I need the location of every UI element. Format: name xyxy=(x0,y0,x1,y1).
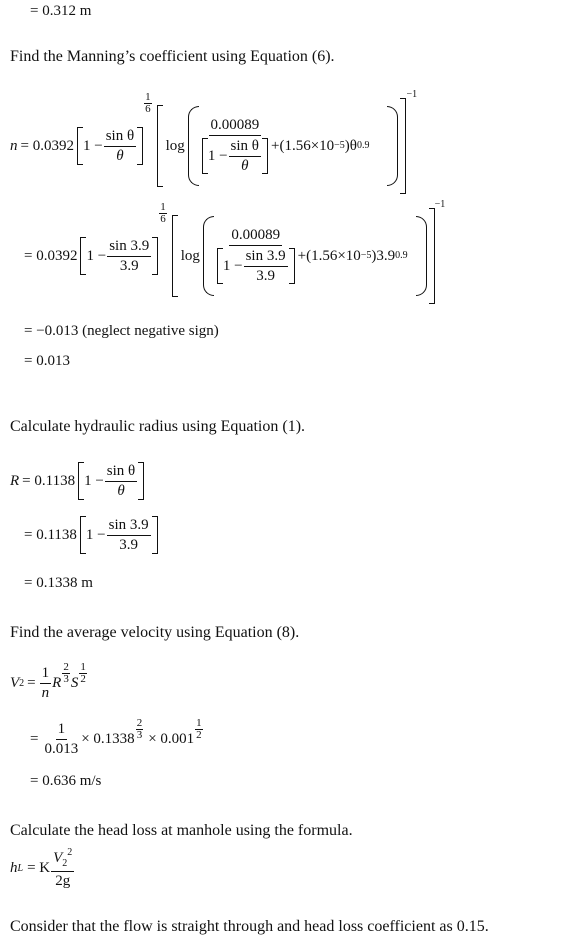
r2-frac-num: sin 3.9 xyxy=(107,518,151,536)
log-label: log xyxy=(165,137,185,154)
vel2-frac-num: 1 xyxy=(56,722,68,740)
vel-sub: 2 xyxy=(19,677,25,689)
inner2-bracket-right xyxy=(289,248,295,284)
radius-substituted xyxy=(24,516,158,554)
r2-one-minus: 1 − xyxy=(85,526,106,543)
step-radius-text: Calculate hydraulic radius using Equation (1). xyxy=(10,418,306,435)
vel-exp23-num: 2 xyxy=(63,661,69,673)
paren-left xyxy=(188,106,199,186)
vel2-exp-12 xyxy=(195,718,203,741)
result-negative: = −0.013 (neglect negative sign) xyxy=(24,323,219,339)
step-manning-text: Find the Manning’s coefficient using Equation (6). xyxy=(10,48,335,65)
exp2-neg5: −5 xyxy=(360,250,372,261)
vel-exp-23 xyxy=(62,662,70,685)
r2-frac-den: 3.9 xyxy=(119,536,138,553)
frac-den: θ xyxy=(116,147,124,164)
hl-v-sub: 2 xyxy=(62,858,68,869)
log2-label: log xyxy=(180,247,200,264)
r2-frac xyxy=(107,518,151,553)
hl-sub: L xyxy=(17,862,24,874)
r-frac-den: θ xyxy=(117,482,125,499)
exp-den: 6 xyxy=(145,103,151,115)
inner2-frac xyxy=(244,249,288,284)
radius-result: = 0.1338 m xyxy=(24,575,93,591)
inner-frac xyxy=(229,139,261,174)
paren2-left xyxy=(203,216,214,296)
vel-times1: × 0.1338 xyxy=(81,731,135,747)
exp2-num: 1 xyxy=(160,201,166,213)
velocity-substituted xyxy=(30,717,204,757)
inner2-bracket xyxy=(215,246,297,284)
one-minus-2: 1 − xyxy=(86,247,107,264)
inner2-den: 3.9 xyxy=(256,267,275,284)
plus2-term: +(1.56×10 xyxy=(297,247,361,264)
hl-eq: = K xyxy=(27,860,51,876)
velocity-result: = 0.636 m/s xyxy=(30,773,102,789)
step-velocity-text: Find the average velocity using Equation (8). xyxy=(10,624,300,641)
exp-one-sixth xyxy=(144,92,152,115)
hl-frac xyxy=(51,848,74,889)
outer-bracket-left xyxy=(157,105,163,187)
hl-frac-num xyxy=(51,848,74,872)
vel-exp23-den: 3 xyxy=(63,673,69,685)
eq2-coef: = 0.0392 xyxy=(24,247,78,264)
vel-lhs: V xyxy=(10,675,20,691)
bracket2-right xyxy=(152,237,158,275)
plus-term-end: )θ xyxy=(344,137,357,154)
vel-s: S xyxy=(70,675,79,691)
sin39-over-39 xyxy=(107,239,151,274)
result-positive: = 0.013 xyxy=(24,353,70,369)
inner2-num: sin 3.9 xyxy=(244,249,288,267)
plus2-term-end: )3.9 xyxy=(371,247,396,264)
manning-coef: = 0.0392 xyxy=(20,137,74,154)
exp2-09: 0.9 xyxy=(395,250,408,261)
plus-term: +(1.56×10 xyxy=(270,137,335,154)
exp-09: 0.9 xyxy=(356,140,370,151)
vel-exp-12 xyxy=(79,662,87,685)
r-bracket-right xyxy=(138,462,144,500)
outer-bracket-right xyxy=(400,98,406,194)
frac2-num: sin 3.9 xyxy=(107,239,151,257)
exp-neg5: −5 xyxy=(334,140,345,151)
manning-equation xyxy=(10,89,418,194)
manning-substituted xyxy=(24,199,446,304)
sin-theta-over-theta xyxy=(104,129,136,164)
outer2-bracket-right xyxy=(429,208,435,304)
hl-lhs: h xyxy=(10,860,18,876)
paren2-right xyxy=(416,216,427,296)
one-minus: 1 − xyxy=(82,137,103,154)
vel2-exp-23 xyxy=(136,718,144,741)
vel2-frac-den: 0.013 xyxy=(44,741,79,757)
r-frac-num: sin θ xyxy=(105,464,137,482)
hl-frac-den: 2g xyxy=(55,873,71,889)
k2-value: 0.00089 xyxy=(229,228,282,246)
radius-coef: = 0.1138 xyxy=(22,472,76,489)
vel-eq2: = xyxy=(30,731,39,747)
exp2-neg-one: −1 xyxy=(434,199,446,210)
frac-num: sin θ xyxy=(104,129,136,147)
velocity-formula xyxy=(10,661,88,701)
manning-lhs: n xyxy=(10,137,18,154)
radius-lhs: R xyxy=(10,472,20,489)
exp-neg-one: −1 xyxy=(406,89,418,100)
inner-bracket xyxy=(200,136,270,174)
bracket-right xyxy=(137,127,143,165)
outer2-bracket-left xyxy=(172,215,178,297)
radius-coef2: = 0.1138 xyxy=(24,526,77,543)
inner-bracket-right xyxy=(262,138,268,174)
vel2-exp23-num: 2 xyxy=(136,717,143,729)
k2-over-bracket xyxy=(215,228,297,284)
r-one-minus: 1 − xyxy=(84,472,104,489)
vel-eq: = xyxy=(27,675,36,691)
vel-times2: × 0.001 xyxy=(148,731,195,747)
k-value: 0.00089 xyxy=(209,118,262,136)
vel-r: R xyxy=(52,675,62,691)
vel2-exp12-den: 2 xyxy=(196,729,202,741)
paren-right xyxy=(387,106,398,186)
r2-bracket-right xyxy=(152,516,158,554)
radius-equation xyxy=(10,462,144,500)
vel-exp12-num: 1 xyxy=(80,661,86,673)
headloss-formula xyxy=(10,848,75,889)
exp2-one-sixth xyxy=(159,202,167,225)
r-frac xyxy=(105,464,137,499)
vel-exp12-den: 2 xyxy=(80,673,86,685)
frac2-den: 3.9 xyxy=(119,257,139,274)
consider-text: Consider that the flow is straight through and head loss coefficient as 0.15. xyxy=(10,918,489,935)
vel-one-over-n xyxy=(40,666,52,701)
vel-one-over-val xyxy=(42,722,80,757)
hl-v: V xyxy=(53,850,63,866)
inner2-one-minus: 1 − xyxy=(222,257,243,274)
vel2-exp23-den: 3 xyxy=(136,729,143,741)
hl-v-sup: 2 xyxy=(67,847,73,858)
exp-num: 1 xyxy=(145,91,151,103)
width-result: = 0.312 m xyxy=(30,3,92,19)
k-over-bracket xyxy=(200,118,270,174)
exp2-den: 6 xyxy=(160,213,166,225)
inner-one-minus: 1 − xyxy=(207,147,228,164)
vel-frac-den: n xyxy=(41,685,50,701)
inner-num: sin θ xyxy=(229,139,261,157)
vel2-exp12-num: 1 xyxy=(196,717,202,729)
vel-frac-num: 1 xyxy=(40,666,52,684)
inner-den: θ xyxy=(241,157,249,174)
step-headloss-text: Calculate the head loss at manhole using the formula. xyxy=(10,822,353,839)
